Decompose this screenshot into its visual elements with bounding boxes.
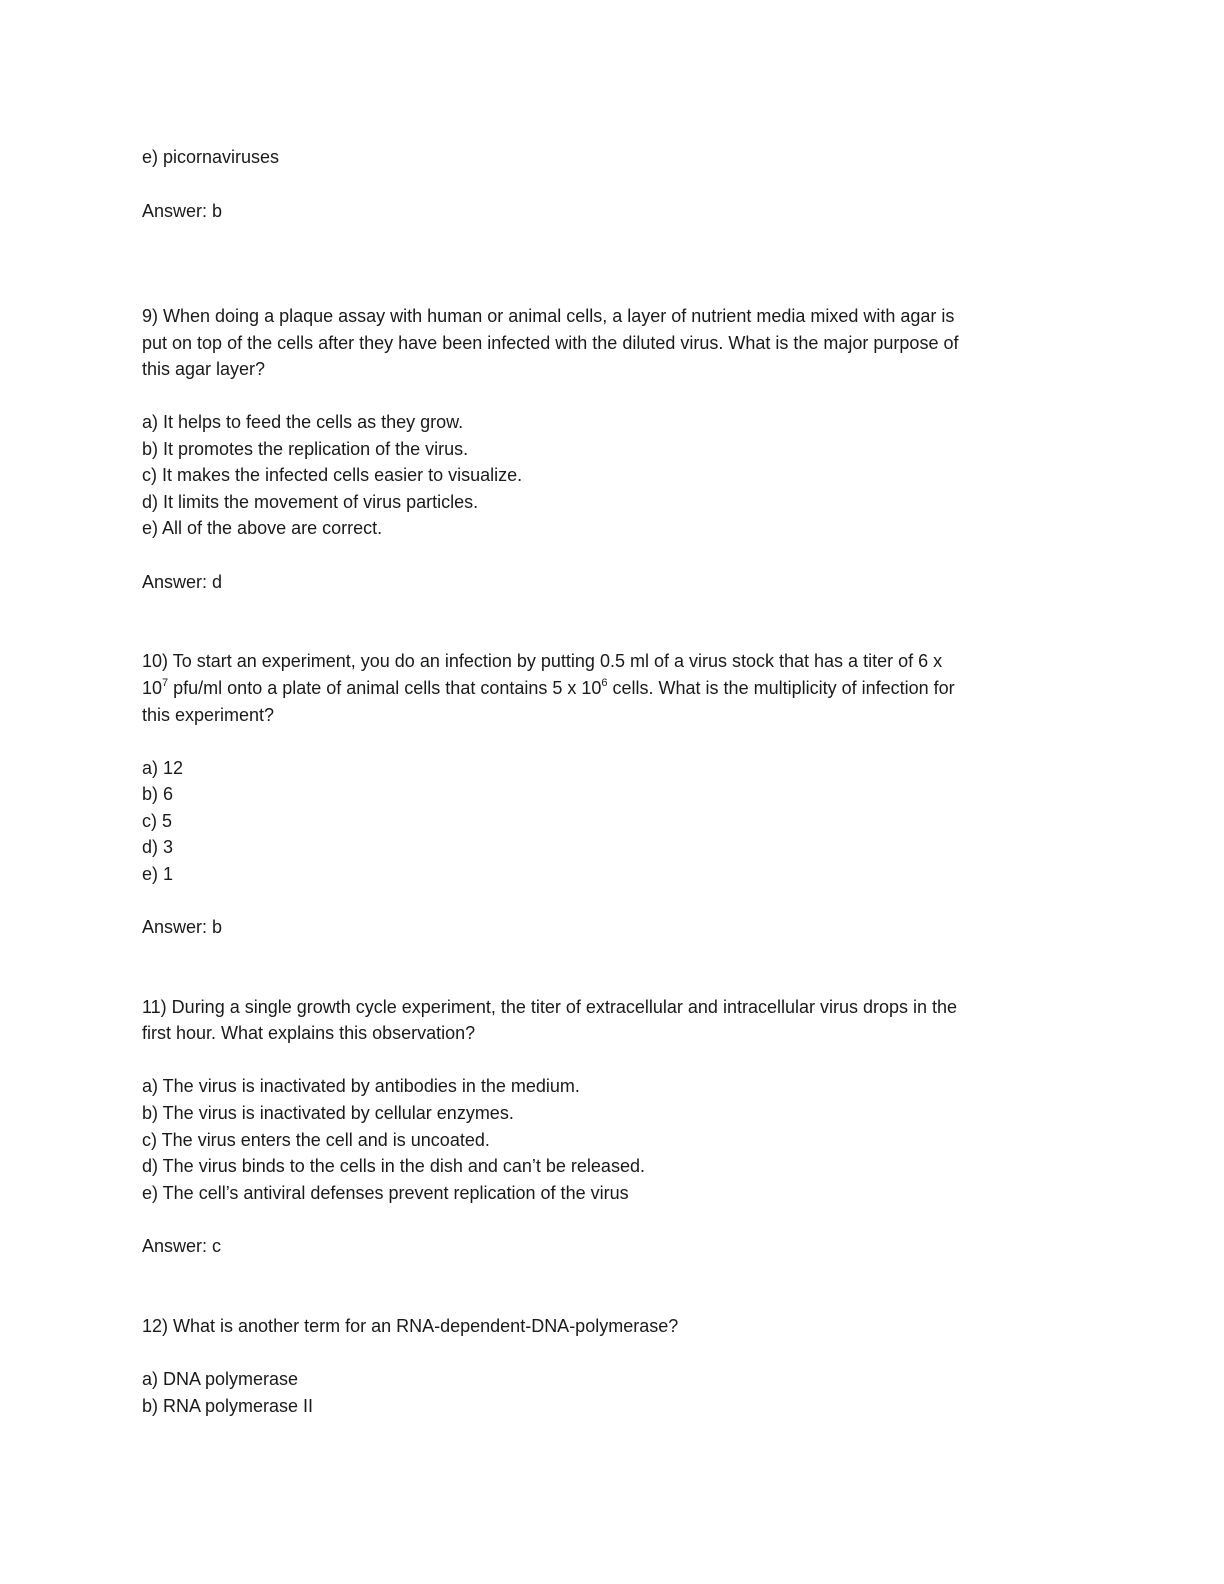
q9-option-a: a) It helps to feed the cells as they grow. bbox=[142, 412, 464, 432]
q11-option-d: d) The virus binds to the cells in the dish and can’t be released. bbox=[142, 1156, 645, 1176]
q8-answer: Answer: b bbox=[142, 201, 223, 221]
q10-text-line-1: 10) To start an experiment, you do an infection by putting 0.5 ml of a virus stock that has a titer of 6 x bbox=[142, 651, 943, 671]
q10-exponent-2: 6 bbox=[601, 677, 608, 689]
q11-text-line-1: 11) During a single growth cycle experiment, the titer of extracellular and intracellular virus drops in the bbox=[142, 997, 958, 1017]
q10-exponent-1: 7 bbox=[162, 677, 169, 689]
q10-option-a: a) 12 bbox=[142, 758, 184, 778]
q11-text-line-2: first hour. What explains this observation? bbox=[142, 1023, 476, 1043]
q10-option-d: d) 3 bbox=[142, 837, 174, 857]
q8-option-e: e) picornaviruses bbox=[142, 147, 280, 167]
q10-base-1: 10 bbox=[142, 678, 163, 698]
q12-option-a: a) DNA polymerase bbox=[142, 1369, 299, 1389]
q9-text-line-2: put on top of the cells after they have been infected with the diluted virus. What is the major purpose of bbox=[142, 333, 959, 353]
q10-text-line-3: this experiment? bbox=[142, 705, 275, 725]
q10-option-e: e) 1 bbox=[142, 864, 174, 884]
q11-option-e: e) The cell’s antiviral defenses prevent replication of the virus bbox=[142, 1183, 629, 1203]
q10-option-c: c) 5 bbox=[142, 811, 173, 831]
q9-option-d: d) It limits the movement of virus particles. bbox=[142, 492, 479, 512]
q9-answer: Answer: d bbox=[142, 572, 223, 592]
q11-option-b: b) The virus is inactivated by cellular enzymes. bbox=[142, 1103, 514, 1123]
q9-option-c: c) It makes the infected cells easier to visualize. bbox=[142, 465, 523, 485]
q9-option-e: e) All of the above are correct. bbox=[142, 518, 383, 538]
q11-option-a: a) The virus is inactivated by antibodies in the medium. bbox=[142, 1076, 580, 1096]
q10-answer: Answer: b bbox=[142, 917, 223, 937]
q10-mid-text: pfu/ml onto a plate of animal cells that contains 5 x 10 bbox=[168, 678, 602, 698]
q10-option-b: b) 6 bbox=[142, 784, 174, 804]
q12-text-line-1: 12) What is another term for an RNA-dependent-DNA-polymerase? bbox=[142, 1316, 679, 1336]
q12-option-b: b) RNA polymerase II bbox=[142, 1396, 314, 1416]
q9-text-line-1: 9) When doing a plaque assay with human or animal cells, a layer of nutrient media mixed with agar is bbox=[142, 306, 955, 326]
q10-end-text: cells. What is the multiplicity of infection for bbox=[607, 678, 955, 698]
q9-text-line-3: this agar layer? bbox=[142, 359, 266, 379]
q10-text-line-2 bbox=[142, 675, 955, 701]
q11-answer: Answer: c bbox=[142, 1236, 222, 1256]
q11-option-c: c) The virus enters the cell and is uncoated. bbox=[142, 1130, 490, 1150]
q9-option-b: b) It promotes the replication of the virus. bbox=[142, 439, 469, 459]
